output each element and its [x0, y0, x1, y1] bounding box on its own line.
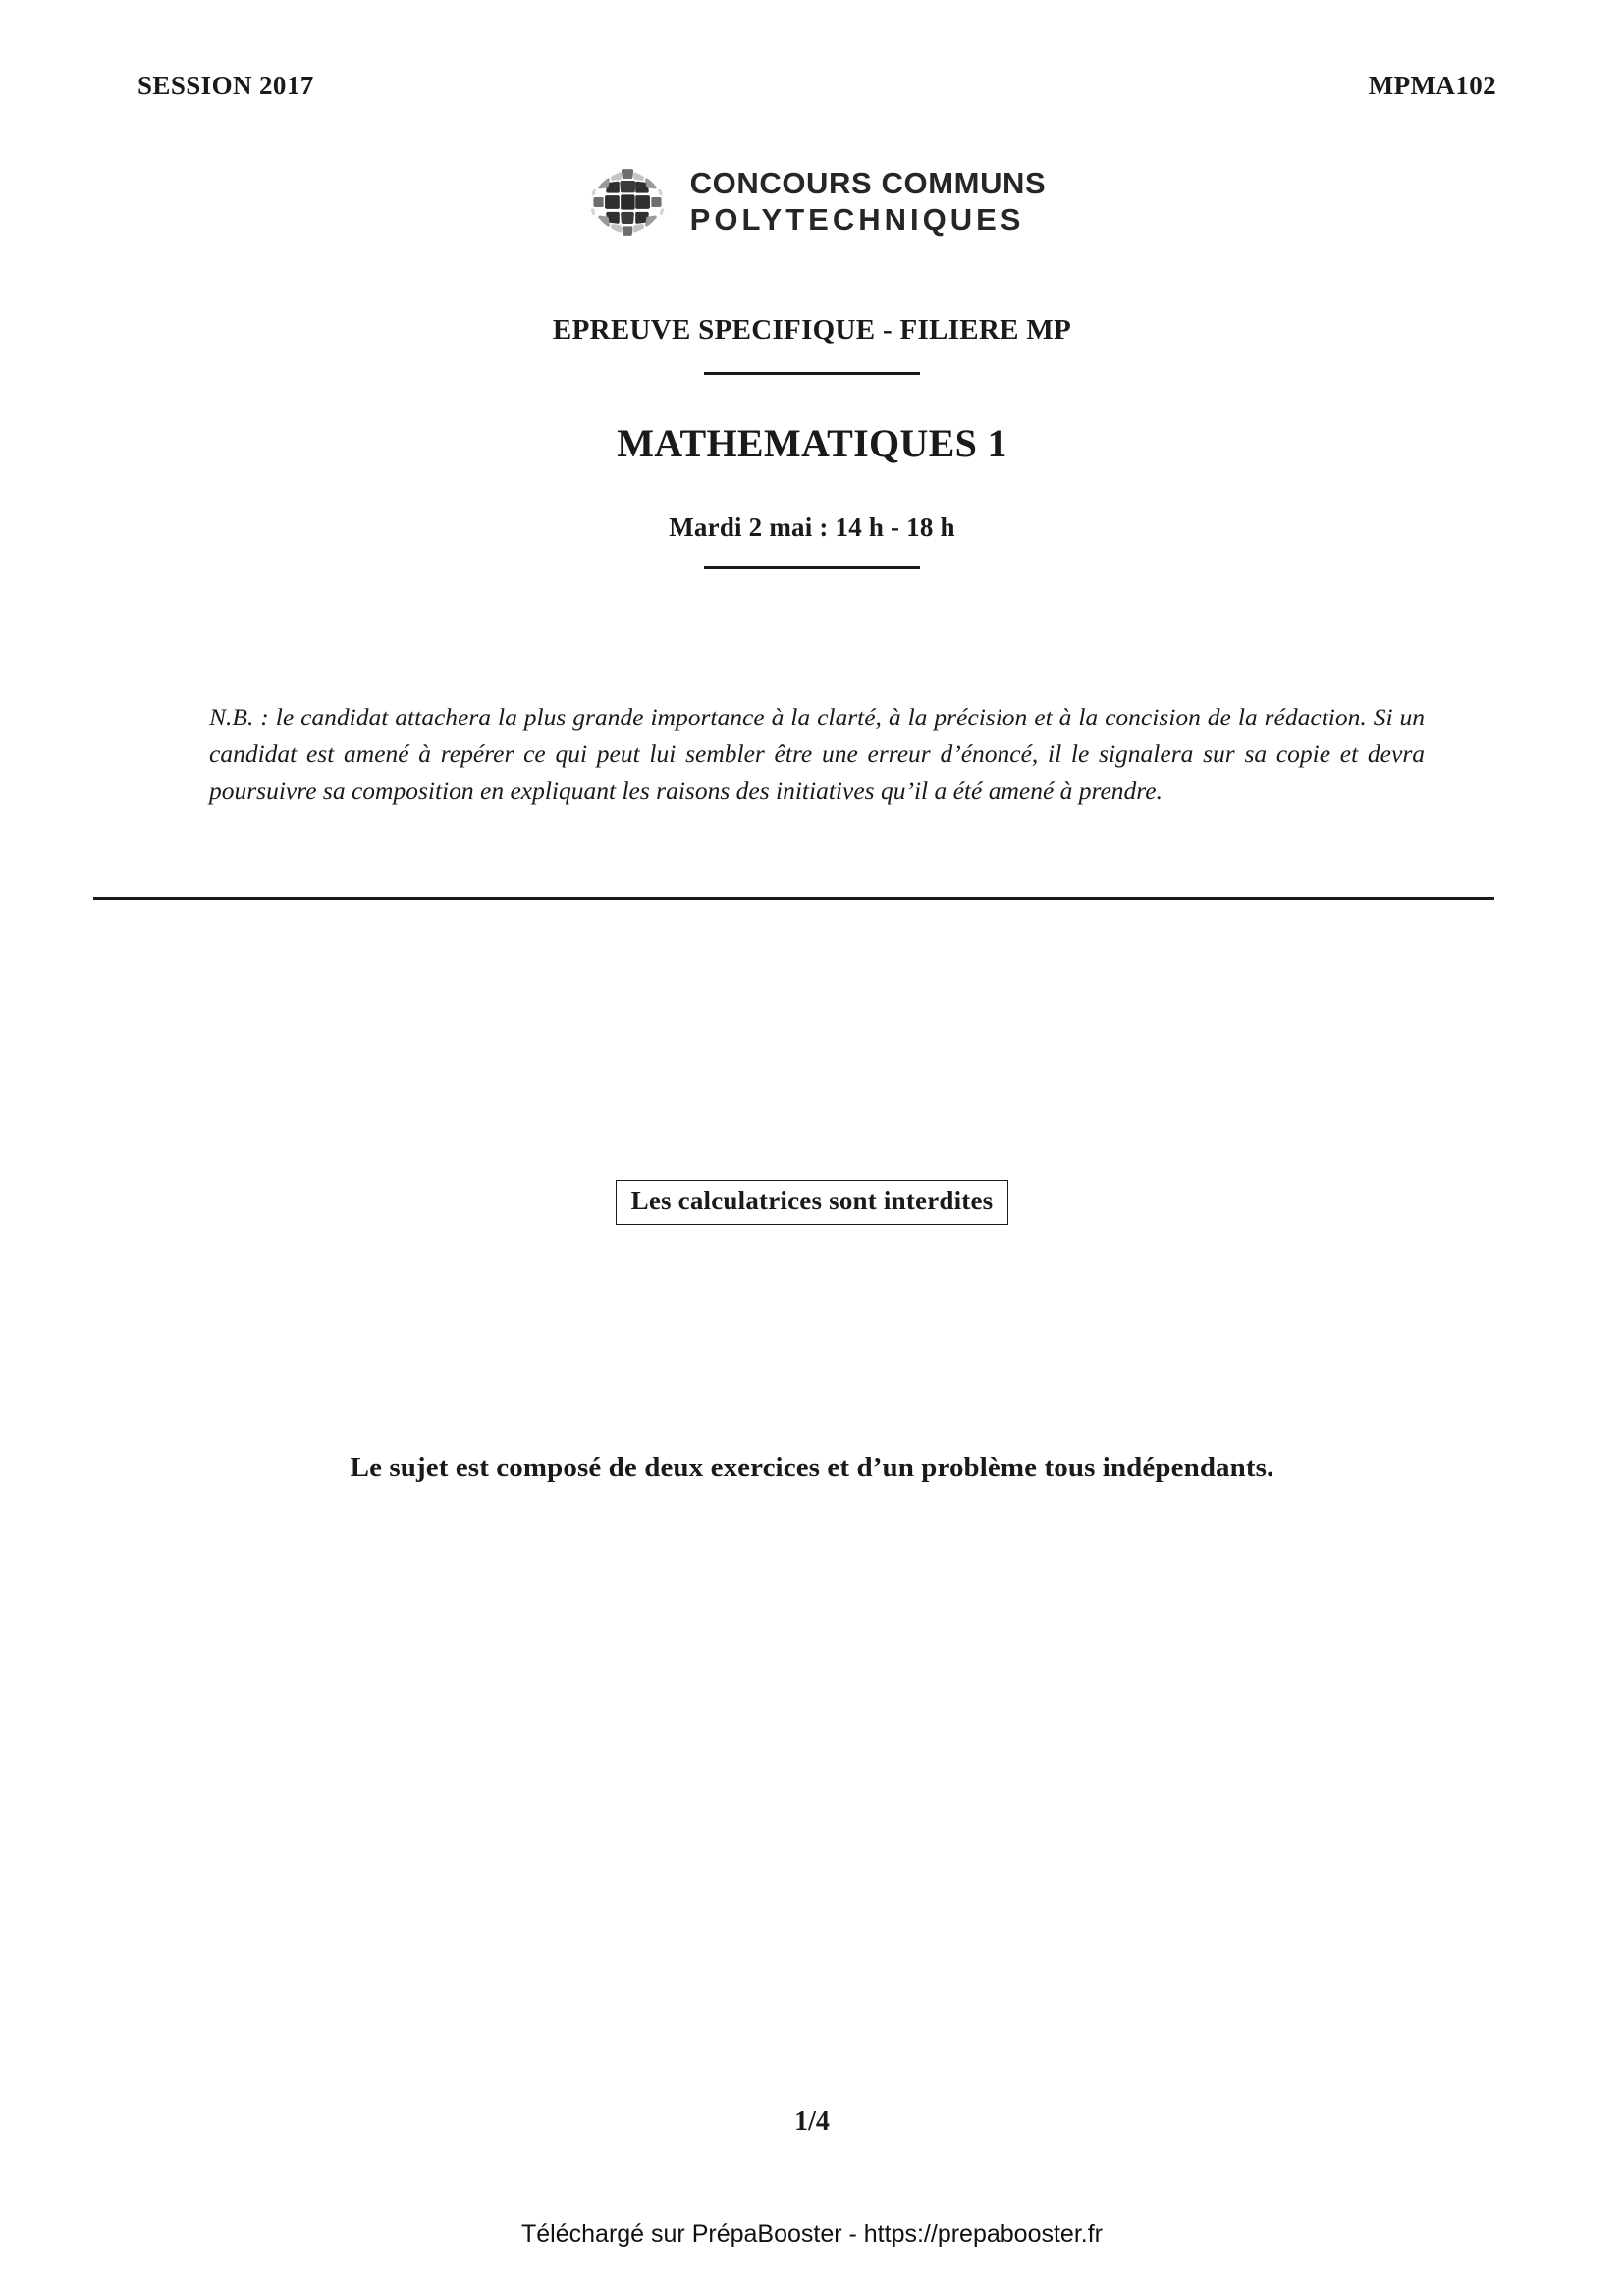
subject-title: MATHEMATIQUES 1	[617, 421, 1007, 465]
download-watermark: Téléchargé sur PrépaBooster - https://prepabooster.fr	[521, 2220, 1103, 2248]
title-divider-top	[704, 372, 920, 375]
page-number: 1/4	[794, 2107, 830, 2137]
composition-statement: Le sujet est composé de deux exercices et d’un problème tous indépendants.	[350, 1452, 1274, 1483]
subject-code-label: MPMA102	[1368, 71, 1496, 100]
logo-line-1: CONCOURS COMMUNS	[689, 166, 1047, 201]
epreuve-filiere-title: EPREUVE SPECIFIQUE - FILIERE MP	[552, 314, 1072, 346]
calculators-notice	[0, 1180, 1624, 1225]
document-header	[137, 71, 1496, 101]
calculators-forbidden-box: Les calculatrices sont interdites	[616, 1180, 1009, 1225]
nb-instruction-note: N.B. : le candidat attachera la plus grande importance à la clarté, à la précision et à la concision de la rédaction. Si un candidat est amené à repérer ce qui peut lui sembler être une erreur d’énoncé, il le signalera sur sa copie et devra poursuivre sa composition en expliquant les raisons des initiatives qu’il a été amené à prendre.	[209, 703, 1425, 805]
globe-grid-logo-icon	[590, 165, 665, 240]
institution-logo-block	[0, 165, 1624, 240]
exam-title-block	[0, 314, 1624, 569]
logo-line-2: POLYTECHNIQUES	[689, 202, 1025, 237]
session-label: SESSION 2017	[137, 71, 314, 100]
title-divider-bottom	[704, 566, 920, 569]
exam-schedule: Mardi 2 mai : 14 h - 18 h	[669, 512, 955, 542]
section-separator	[93, 897, 1494, 900]
